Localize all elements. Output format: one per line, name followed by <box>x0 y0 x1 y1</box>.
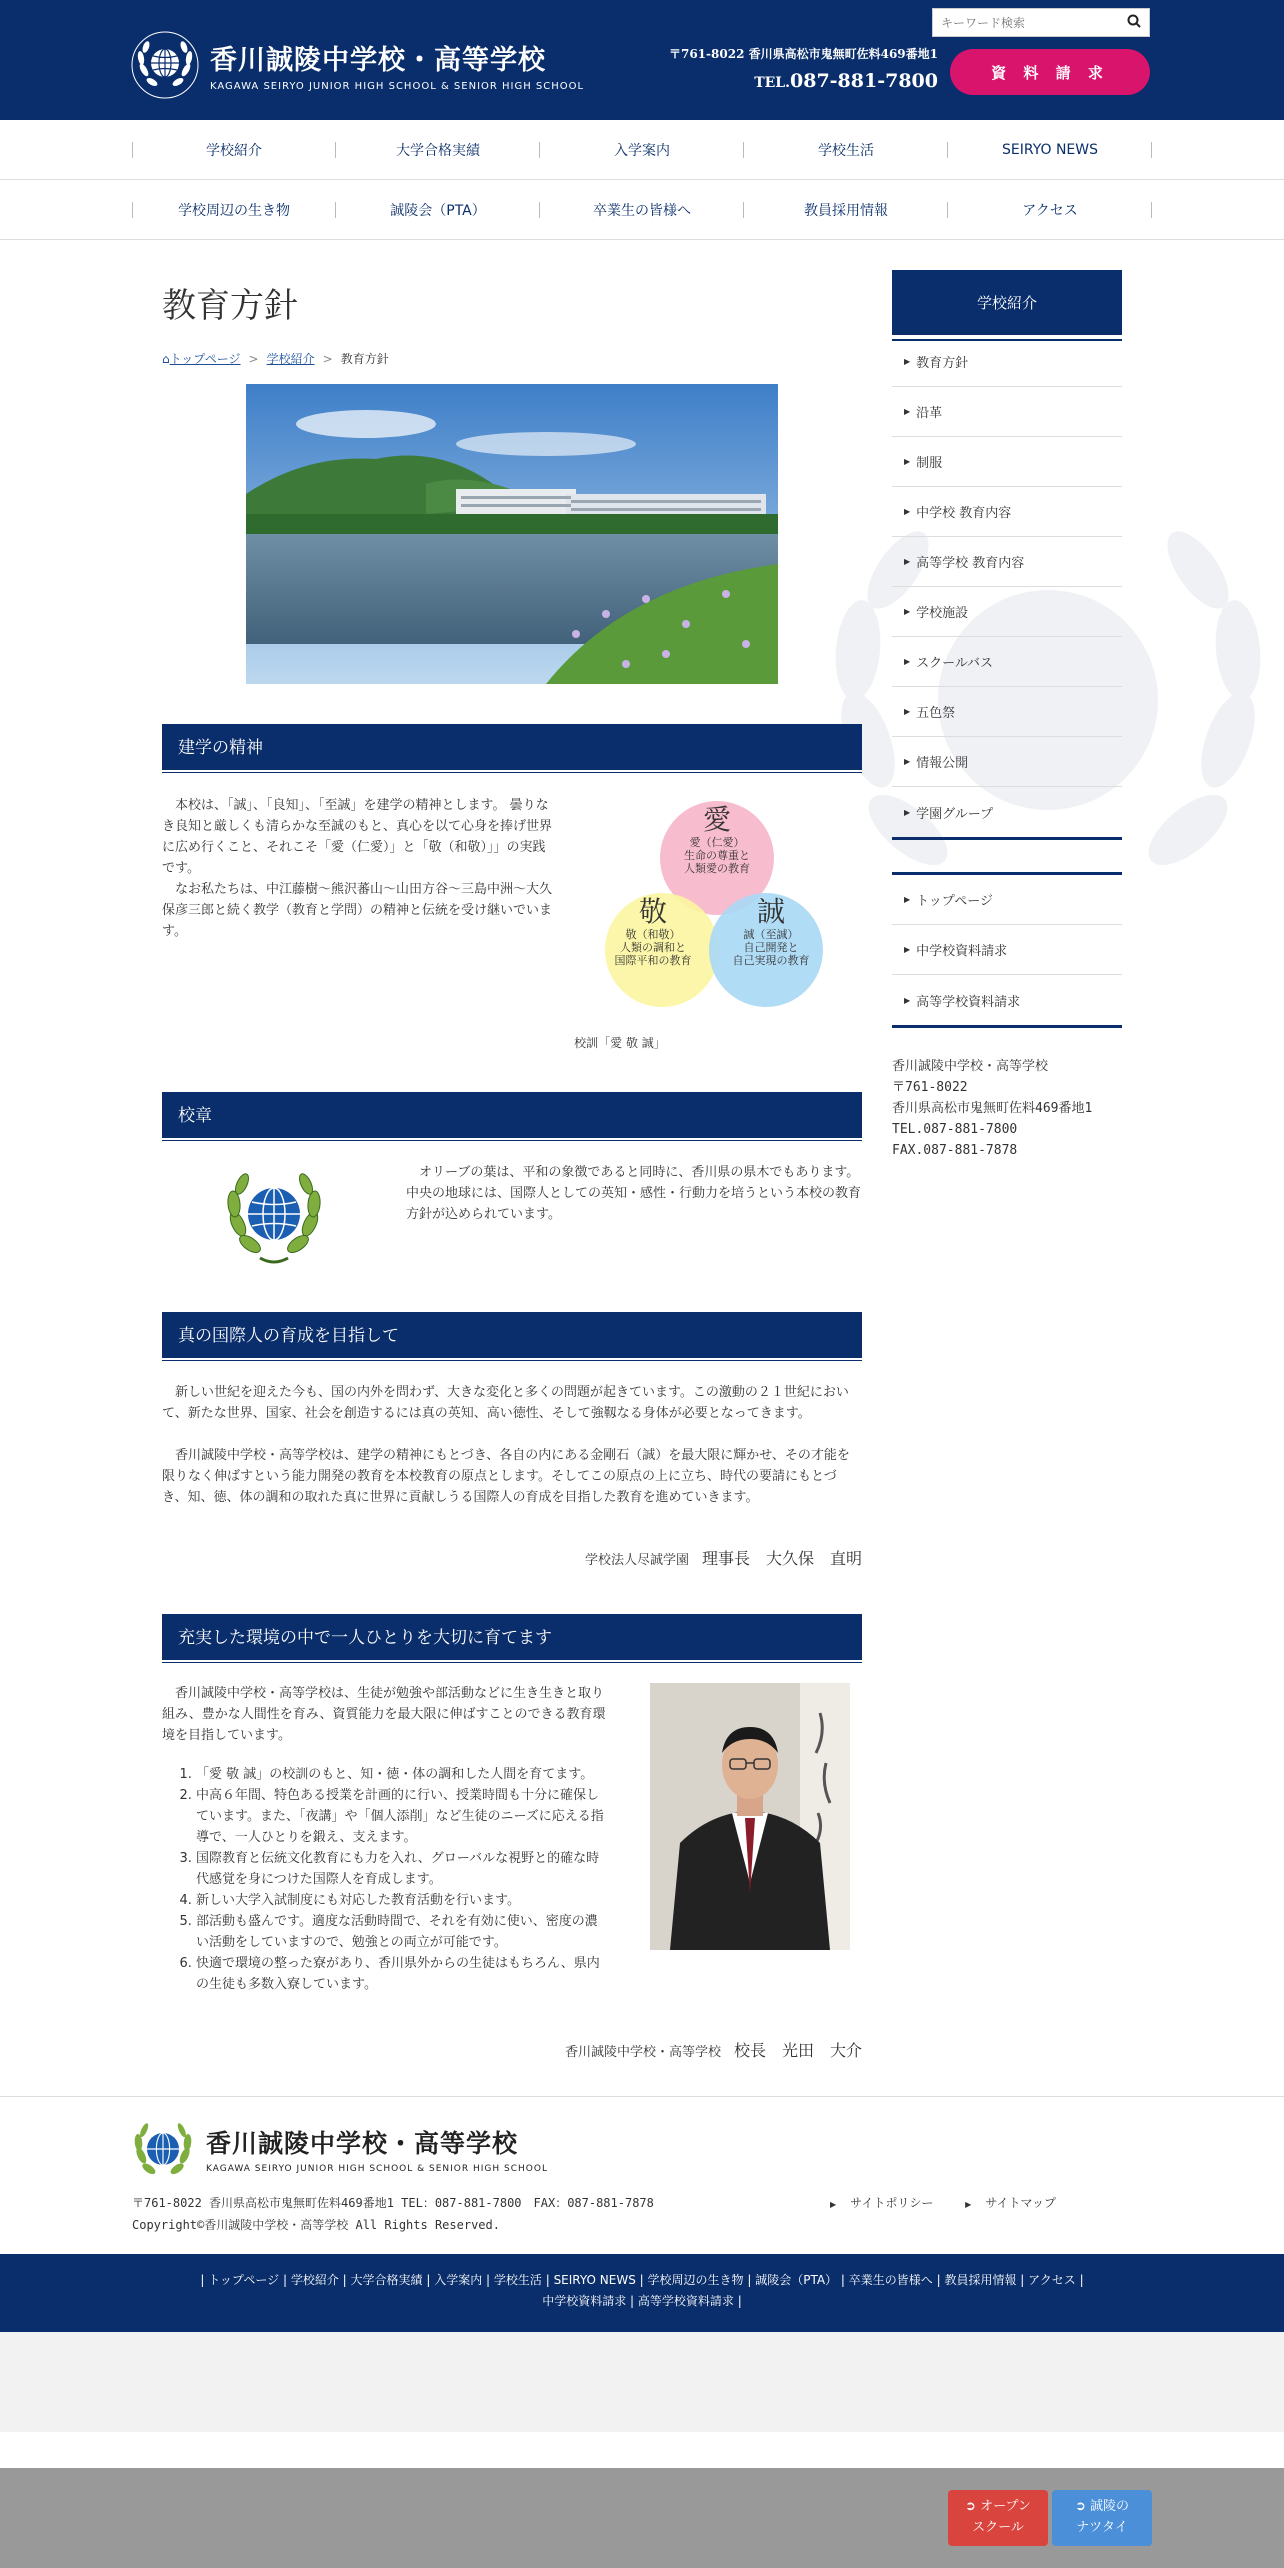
site-policy-label: サイトポリシー <box>850 2196 934 2210</box>
caret-right-icon: ▶ <box>904 995 911 1005</box>
search-box <box>932 8 1150 37</box>
footer-spacer <box>0 2332 1284 2432</box>
footer-logo[interactable] <box>130 2116 548 2182</box>
open-school-button[interactable] <box>948 2490 1048 2546</box>
footer-links <box>830 2194 1084 2211</box>
list-item: 5. 部活動も盛んです。適度な活動時間で、それを有効に使い、密度の濃い活動をしていますので、勉強との両立が可能です。 <box>196 1911 610 1953</box>
sidebar-item-policy[interactable] <box>892 337 1122 387</box>
list-item: 2. 中高６年間、特色ある授業を計画的に行い、授業時間も十分に確保しています。また、「夜講」や「個人添削」など生徒のニーズに応える指導で、一人ひとりを鍛え、支えます。 <box>196 1785 610 1848</box>
sidebar-item-uniform[interactable] <box>892 437 1122 487</box>
campus-photo <box>246 384 778 684</box>
arrow-circle-icon: ➲ <box>1074 2499 1086 2514</box>
list-item: 3. 国際教育と伝統文化教育にも力を入れ、グローバルな視野と的確な時代感覚を身につけた国際人を育成します。 <box>196 1848 610 1890</box>
nav-item-alumni[interactable]: 卒業生の皆様へ <box>540 180 744 240</box>
footer-nav-item[interactable]: 中学校資料請求 <box>542 2294 627 2308</box>
sidebar-link-hs-request[interactable] <box>892 975 1122 1025</box>
footer-nav-item[interactable]: 入学案内 <box>434 2273 483 2287</box>
venn-ai-sub1: 愛（仁愛） <box>689 836 745 849</box>
footer-divider <box>0 2096 1284 2097</box>
caret-right-icon: ▶ <box>904 357 911 366</box>
global-sign-name: 理事長 大久保 直明 <box>701 1549 862 1568</box>
emblem-text: オリーブの葉は、平和の象徴であると同時に、香川県の県木でもあります。中央の地球には、国際人としての英知・感性・行動力を培うという本校の教育方針が込められています。 <box>406 1165 862 1222</box>
home-icon: ⌂ <box>162 352 170 366</box>
school-emblem-icon <box>130 30 200 100</box>
caret-right-icon: ▶ <box>830 2200 837 2209</box>
sidebar-item-disclosure[interactable] <box>892 737 1122 787</box>
breadcrumb-parent[interactable]: 学校紹介 <box>266 352 315 366</box>
footer-title: 香川誠陵中学校・高等学校 <box>206 2129 519 2158</box>
principal-photo <box>650 1683 850 1950</box>
venn-caption: 校訓「愛 敬 誠」 <box>574 1036 666 1050</box>
global-sign-org: 学校法人尽誠学園 <box>584 1553 689 1568</box>
sidebar-addr-zip: 〒761-8022 <box>892 1080 968 1095</box>
sidebar-item-label: 学園グループ <box>916 806 994 822</box>
site-policy-link[interactable] <box>830 2196 947 2210</box>
section-heading-emblem: 校章 <box>162 1092 862 1138</box>
motto-venn-diagram <box>604 800 826 1010</box>
global-nav-row-2 <box>0 180 1284 240</box>
sidebar-item-jhs-curriculum[interactable] <box>892 487 1122 537</box>
sidebar-item-facilities[interactable] <box>892 587 1122 637</box>
sidebar-link-label: 中学校資料請求 <box>916 944 1008 959</box>
caret-right-icon: ▶ <box>965 2200 972 2209</box>
global-text-1: 新しい世紀を迎えた今も、国の内外を問わず、大きな変化と多くの問題が起きています。この激動の２１世紀において、新たな世界、国家、社会を創造するには真の英知、高い徳性、そして強靱なる身体が必要となってきます。 <box>162 1385 849 1421</box>
caret-right-icon: ▶ <box>904 557 911 566</box>
sidebar-item-label: 制服 <box>916 456 943 471</box>
venn-sei-sub3: 自己実現の教育 <box>732 954 810 967</box>
natsutai-label-2: ナツタイ <box>1076 2520 1128 2535</box>
sidebar-addr-tel: TEL.087-881-7800 <box>892 1122 1018 1137</box>
sidebar-link-label: 高等学校資料請求 <box>916 994 1021 1010</box>
nav-item-school-intro[interactable]: 学校紹介 <box>132 120 336 180</box>
tel-prefix: TEL. <box>754 75 791 91</box>
breadcrumb-sep: > <box>322 352 333 366</box>
venn-kei-sub3: 国際平和の教育 <box>614 954 692 967</box>
nav-item-recruitment[interactable]: 教員採用情報 <box>744 180 948 240</box>
footer-nav-item[interactable]: 学校生活 <box>493 2273 542 2287</box>
footer-subtitle: KAGAWA SEIRYO JUNIOR HIGH SCHOOL & SENIOR HIGH SCHOOL <box>206 2164 548 2174</box>
breadcrumb-sep: > <box>248 352 259 366</box>
founding-text-1: 本校は、「誠」、「良知」、「至誠」を建学の精神とします。 曇りなき良知と厳しくも清らかな至誠のもと、真心を以て心身を捧げ世界に広め行くこと、それこそ「愛（仁愛）」と「敬（和敬）」」の実践です。 <box>162 798 553 876</box>
footer-nav-item[interactable]: 大学合格実績 <box>350 2273 423 2287</box>
sidebar-item-school-bus[interactable] <box>892 637 1122 687</box>
caret-right-icon: ▶ <box>904 757 911 766</box>
natsutai-button[interactable] <box>1052 2490 1152 2546</box>
request-materials-button[interactable]: 資 料 請 求 <box>950 49 1150 95</box>
sidebar-link-label: トップページ <box>916 894 993 909</box>
page-title: 教育方針 <box>162 286 298 326</box>
footer-nav-item[interactable]: 誠陵会（PTA） <box>755 2273 838 2287</box>
caret-right-icon: ▶ <box>904 407 911 416</box>
list-item: 1. 「愛 敬 誠」の校訓のもと、知・徳・体の調和した人間を育てます。 <box>196 1764 610 1785</box>
venn-ai: 愛 <box>702 803 731 836</box>
environment-sign-name: 校長 光田 大介 <box>733 2041 862 2060</box>
sidebar-link-jhs-request[interactable] <box>892 925 1122 975</box>
section-heading-founding: 建学の精神 <box>162 724 862 770</box>
sidebar-item-label: 高等学校 教育内容 <box>916 556 1025 571</box>
nav-item-local-wildlife[interactable]: 学校周辺の生き物 <box>132 180 336 240</box>
footer-nav-item[interactable]: 教員採用情報 <box>944 2273 1017 2287</box>
caret-right-icon: ▶ <box>904 607 911 616</box>
sidebar-item-label: 沿革 <box>916 406 943 421</box>
sidebar-item-label: 中学校 教育内容 <box>916 506 1012 521</box>
footer-copyright: Copyright©香川誠陵中学校・高等学校 All Rights Reserved. <box>132 2218 500 2232</box>
sidebar-item-hs-curriculum[interactable] <box>892 537 1122 587</box>
school-emblem-large-icon <box>222 1162 326 1270</box>
search-icon[interactable] <box>1119 13 1149 32</box>
breadcrumb <box>162 350 389 367</box>
site-title: 香川誠陵中学校・高等学校 <box>210 45 546 76</box>
environment-list <box>170 1764 610 1995</box>
footer-nav-item[interactable]: 学校周辺の生き物 <box>647 2273 744 2287</box>
sidebar-link-top[interactable] <box>892 875 1122 925</box>
venn-sei: 誠 <box>756 895 785 928</box>
arrow-circle-icon: ➲ <box>965 2499 976 2514</box>
sidebar-item-label: 学校施設 <box>916 606 969 621</box>
sidebar-item-label: 教育方針 <box>916 356 969 371</box>
footer-nav-item[interactable]: 学校紹介 <box>290 2273 339 2287</box>
list-item: 6. 快適で環境の整った寮があり、香川県外からの生徒はもちろん、県内の生徒も多数入寮しています。 <box>196 1953 610 1995</box>
sidebar-item-label: 五色祭 <box>916 706 956 721</box>
sidebar-item-label: 情報公開 <box>916 756 969 771</box>
footer-nav-item[interactable]: アクセス <box>1028 2273 1076 2287</box>
sidebar-item-festival[interactable] <box>892 687 1122 737</box>
open-school-label-1: オープン <box>980 2499 1031 2514</box>
tel-number: 087-881-7800 <box>790 70 938 92</box>
site-subtitle: KAGAWA SEIRYO JUNIOR HIGH SCHOOL & SENIOR HIGH SCHOOL <box>210 81 585 92</box>
venn-kei: 敬 <box>638 895 667 928</box>
caret-right-icon: ▶ <box>904 895 911 904</box>
footer-nav-item[interactable]: SEIRYO NEWS <box>553 2273 636 2287</box>
footer-nav: | トップページ | 学校紹介 | 大学合格実績 | 入学案内 | 学校生活 | SEIRYO NEWS | 学校周辺の生き物 | 誠陵会（PTA） | 卒業生の皆様へ | 教員採用情報 | アクセス | 中学校資料請求 | 高等学校資料請求 | <box>0 2254 1284 2332</box>
global-nav-row-1 <box>0 120 1284 180</box>
footer-address: 〒761-8022 香川県高松市鬼無町佐料469番地1 TEL：087-881-7800 FAX：087-881-7878 <box>132 2196 654 2210</box>
caret-right-icon: ▶ <box>904 807 911 817</box>
nav-item-pta[interactable]: 誠陵会（PTA） <box>336 180 540 240</box>
section-heading-environment: 充実した環境の中で一人ひとりを大切に育てます <box>162 1614 862 1660</box>
header-address: 〒761-8022 香川県高松市鬼無町佐料469番地1 <box>668 47 938 61</box>
sidebar-addr-name: 香川誠陵中学校・高等学校 <box>892 1059 1049 1074</box>
nav-item-access[interactable]: アクセス <box>948 180 1152 240</box>
sidebar-address <box>892 1056 1092 1161</box>
venn-ai-sub2: 生命の尊重と <box>684 849 750 862</box>
list-item: 4. 新しい大学入試制度にも対応した教育活動を行います。 <box>196 1890 610 1911</box>
venn-kei-sub1: 敬（和敬） <box>625 928 681 941</box>
sitemap-link[interactable] <box>965 2196 1070 2210</box>
sidebar-menu <box>892 337 1122 840</box>
nav-item-admissions[interactable]: 入学案内 <box>540 120 744 180</box>
footer-nav-item[interactable]: 卒業生の皆様へ <box>848 2273 933 2287</box>
sidebar-item-group[interactable] <box>892 787 1122 837</box>
caret-right-icon: ▶ <box>904 457 911 466</box>
sidebar-links <box>892 872 1122 1028</box>
sidebar-heading[interactable]: 学校紹介 <box>892 270 1122 338</box>
sidebar-item-label: スクールバス <box>916 656 993 671</box>
sidebar-addr-street: 香川県高松市鬼無町佐料469番地1 <box>892 1101 1093 1116</box>
founding-text-2: なお私たちは、中江藤樹～熊沢蕃山～山田方谷～三島中洲～大久保彦三郎と続く教学（教育と学問）の精神と伝統を受け継いでいます。 <box>162 882 553 939</box>
nav-item-seiryo-news[interactable]: SEIRYO NEWS <box>948 120 1152 180</box>
nav-item-school-life[interactable]: 学校生活 <box>744 120 948 180</box>
caret-right-icon: ▶ <box>904 707 911 716</box>
site-logo[interactable] <box>130 30 584 100</box>
sitemap-label: サイトマップ <box>985 2196 1056 2210</box>
section-heading-global: 真の国際人の育成を目指して <box>162 1312 862 1358</box>
venn-sei-sub1: 誠（至誠） <box>743 928 799 941</box>
venn-kei-sub2: 人類の調和と <box>620 941 686 954</box>
site-header <box>0 0 1284 120</box>
global-text-2: 香川誠陵中学校・高等学校は、建学の精神にもとづき、各自の内にある金剛石（誠）を最大限に輝かせ、その才能を限りなく伸ばすという能力開発の教育を本校教育の原点とします。そしてこの原点の上に立ち、時代の要請にもとづき、知、徳、体の調和の取れた真に世界に貢献しうる国際人の育成を目指した教育を進めていきます。 <box>162 1448 850 1505</box>
caret-right-icon: ▶ <box>904 507 911 516</box>
environment-text: 香川誠陵中学校・高等学校は、生徒が勉強や部活動などに生き生きと取り組み、豊かな人間性を育み、資質能力を最大限に伸ばすことのできる教育環境を目指しています。 <box>162 1686 606 1743</box>
open-school-label-2: スクール <box>972 2520 1024 2535</box>
natsutai-label-1: 誠陵の <box>1090 2499 1130 2514</box>
environment-sign-org: 香川誠陵中学校・高等学校 <box>564 2045 721 2060</box>
search-input[interactable] <box>933 9 1119 36</box>
caret-right-icon: ▶ <box>904 945 911 954</box>
venn-sei-sub2: 自己開発と <box>743 941 799 954</box>
environment-signature <box>162 2040 862 2063</box>
global-signature <box>162 1548 862 1571</box>
footer-emblem-icon <box>130 2116 196 2182</box>
footer-nav-item[interactable]: 高等学校資料請求 <box>637 2294 734 2308</box>
sidebar-addr-fax: FAX.087-881-7878 <box>892 1143 1018 1158</box>
footer-nav-item[interactable]: トップページ <box>208 2273 280 2287</box>
header-tel <box>700 70 938 92</box>
nav-item-university-results[interactable]: 大学合格実績 <box>336 120 540 180</box>
breadcrumb-home[interactable]: トップページ <box>169 352 241 366</box>
caret-right-icon: ▶ <box>904 657 911 666</box>
venn-ai-sub3: 人類愛の教育 <box>684 862 750 875</box>
sidebar-item-history[interactable] <box>892 387 1122 437</box>
breadcrumb-current: 教育方針 <box>340 352 389 366</box>
